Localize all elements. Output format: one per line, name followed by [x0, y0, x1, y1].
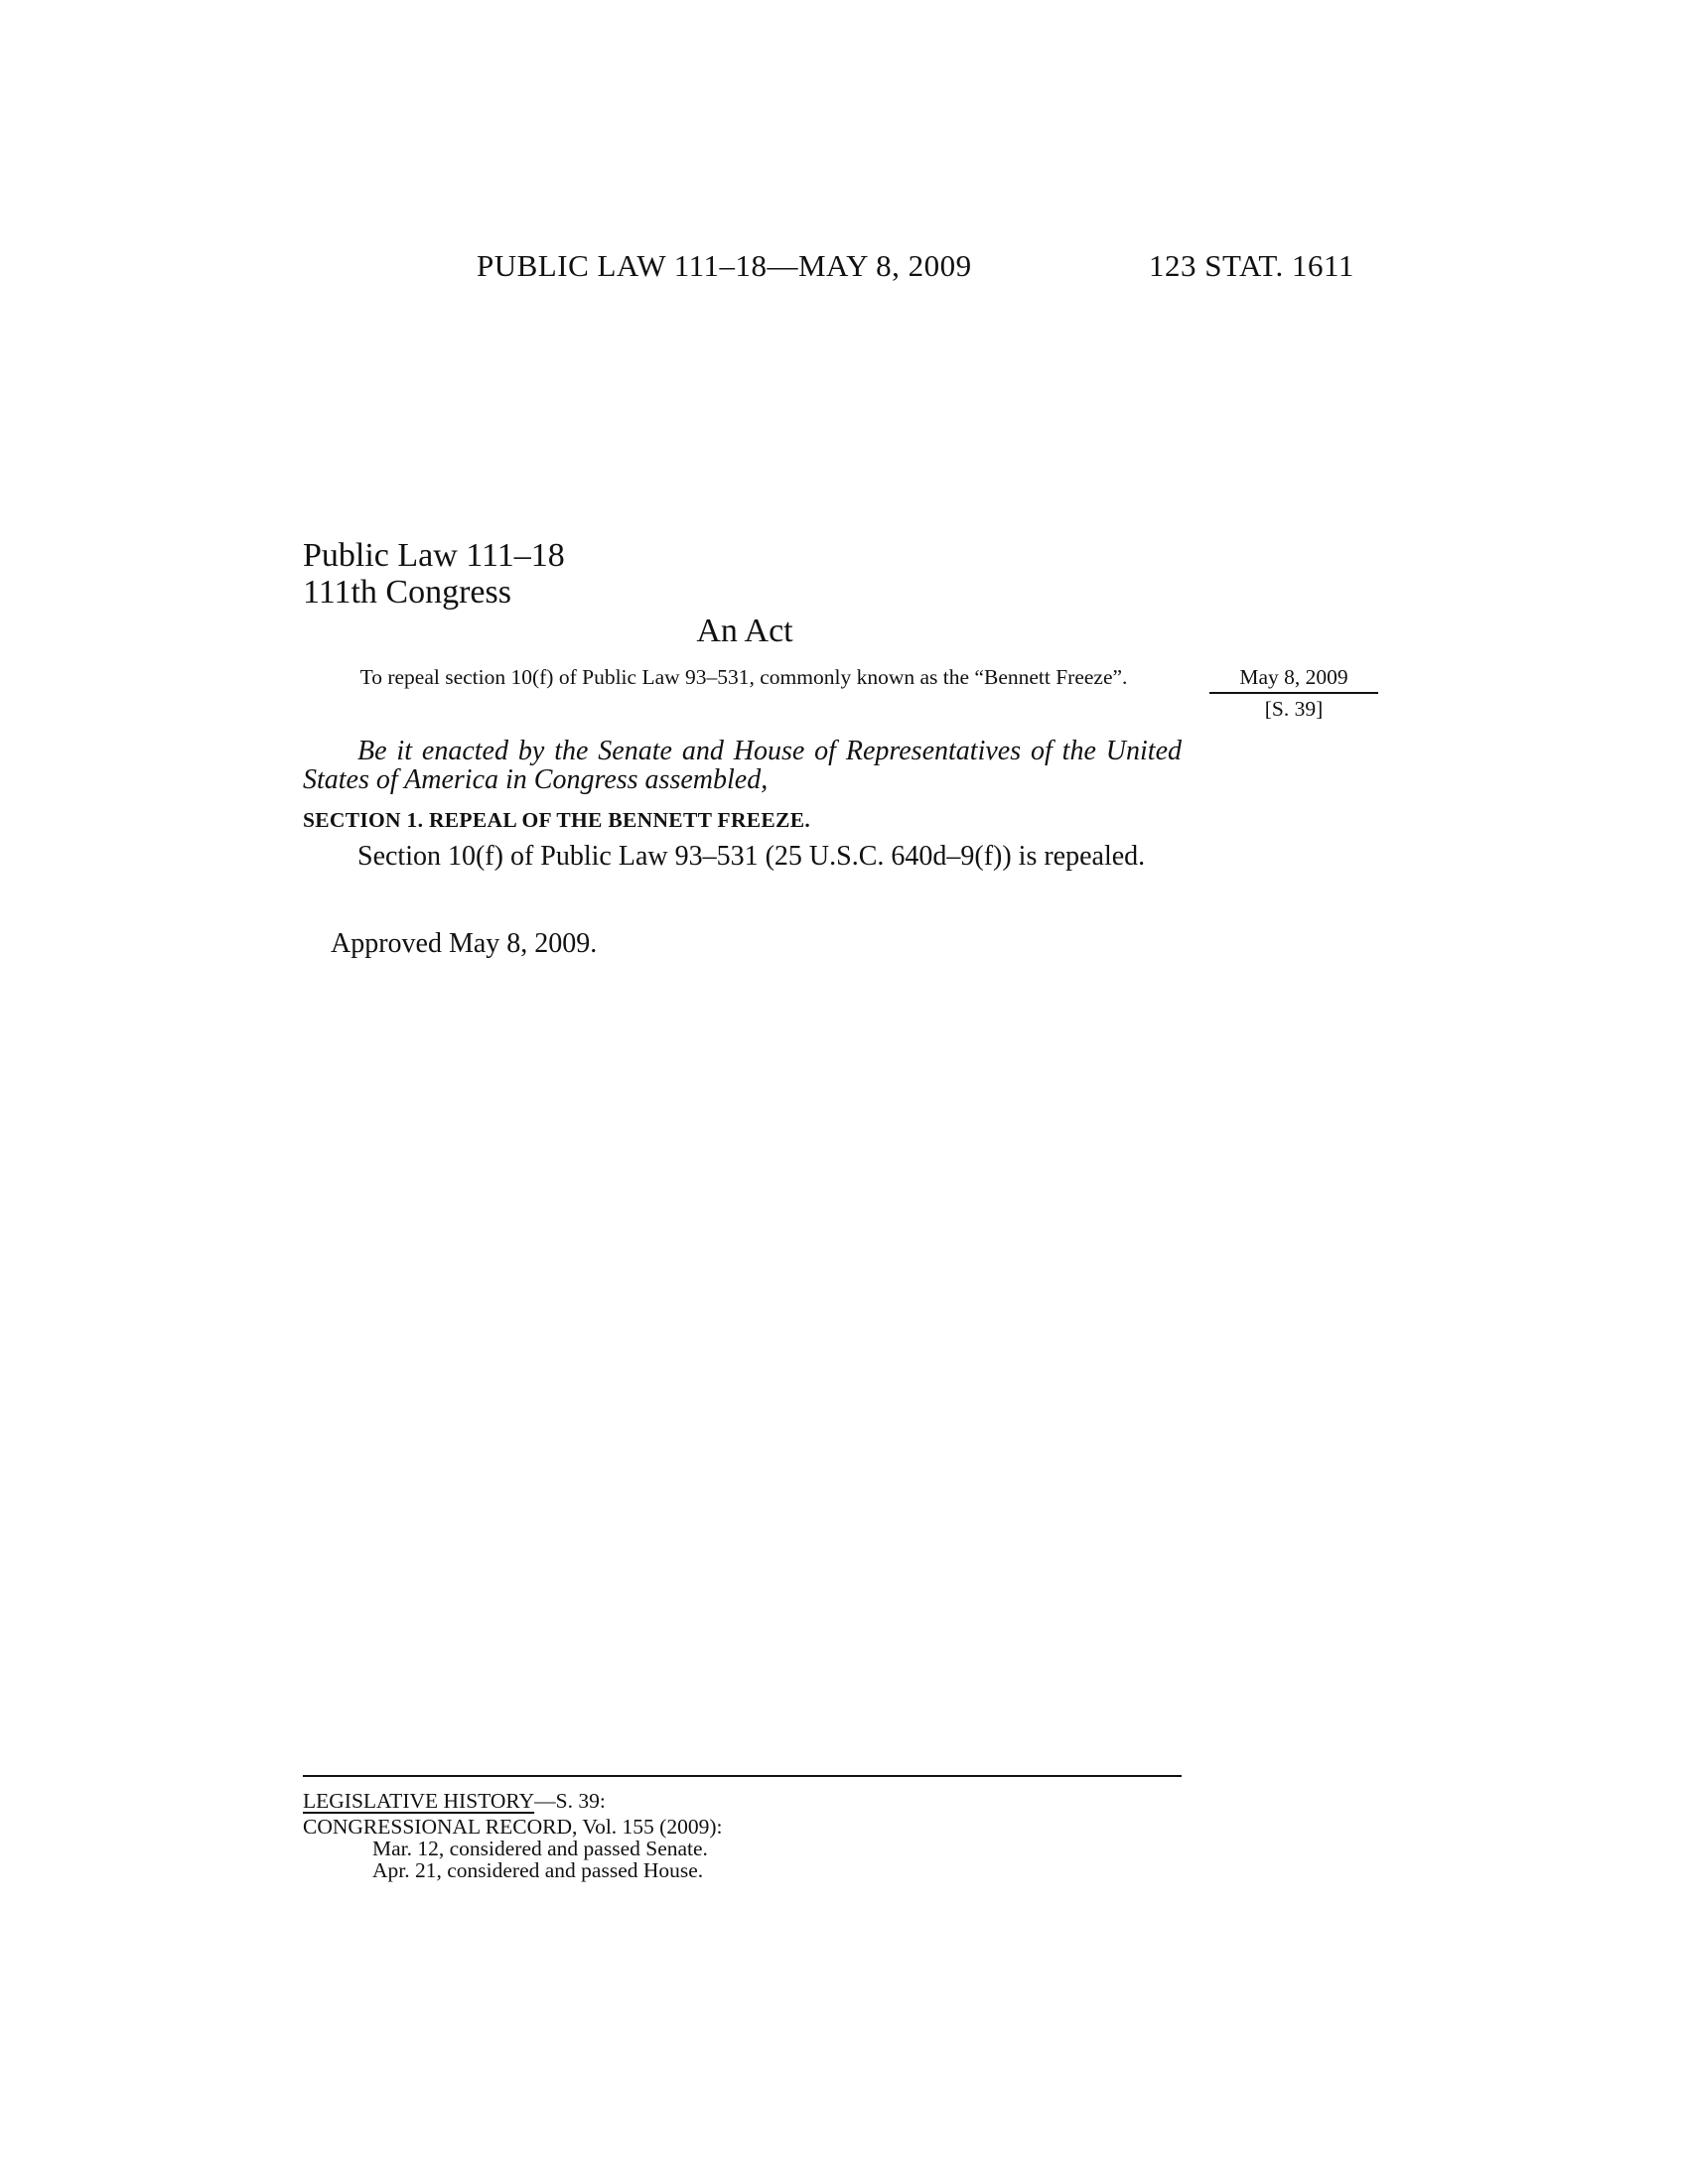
senate-action-line: Mar. 12, considered and passed Senate.	[372, 1837, 708, 1860]
house-action-line: Apr. 21, considered and passed House.	[372, 1858, 704, 1882]
legislative-history-bill: —S. 39:	[534, 1789, 606, 1813]
long-title: To repeal section 10(f) of Public Law 93–531, commonly known as the “Bennett Freeze”.	[359, 665, 1128, 689]
running-head-stat-citation: 123 STAT. 1611	[1149, 248, 1354, 283]
approval-line: Approved May 8, 2009.	[331, 928, 598, 959]
footnote-divider	[303, 1775, 1182, 1777]
legislative-history-heading	[303, 1790, 606, 1812]
margin-note	[1209, 665, 1378, 721]
act-heading: An Act	[696, 613, 793, 649]
running-head-title: PUBLIC LAW 111–18—MAY 8, 2009	[477, 248, 972, 283]
section-heading: SECTION 1. REPEAL OF THE BENNETT FREEZE.	[303, 808, 811, 832]
margin-date: May 8, 2009	[1209, 665, 1378, 694]
margin-bill-number: [S. 39]	[1264, 697, 1324, 721]
enacting-clause: Be it enacted by the Senate and House of Representatives of the United States of America in Congress assembled,	[303, 736, 1182, 795]
section-text: Section 10(f) of Public Law 93–531 (25 U.S.C. 640d–9(f)) is repealed.	[357, 841, 1146, 872]
congressional-record-line: CONGRESSIONAL RECORD, Vol. 155 (2009):	[303, 1815, 723, 1839]
congress-label: 111th Congress	[303, 574, 511, 611]
legislative-history-label: LEGISLATIVE HISTORY	[303, 1789, 535, 1813]
public-law-number: Public Law 111–18	[303, 537, 565, 574]
